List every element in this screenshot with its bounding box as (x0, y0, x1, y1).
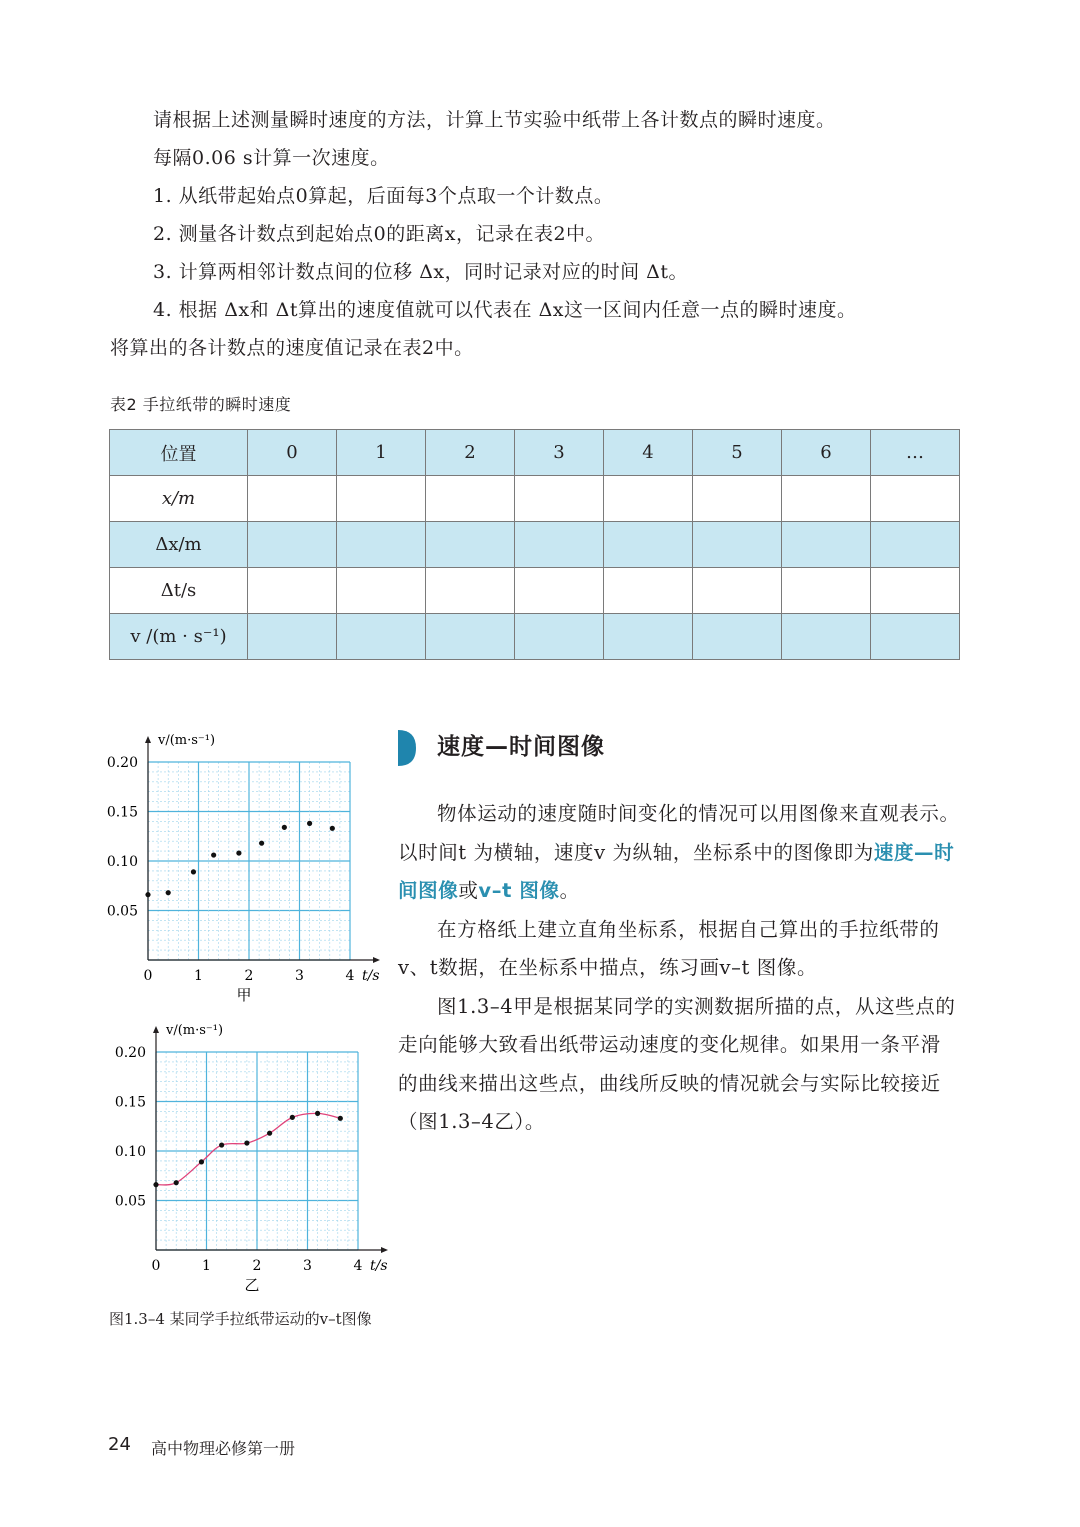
table-cell (693, 522, 782, 568)
data-point (174, 1180, 179, 1185)
table-column-header: 5 (693, 430, 782, 476)
section-paragraph (398, 795, 960, 911)
key-term: 速度—时间图像 (398, 840, 955, 902)
paragraph-text: 或 (458, 879, 479, 902)
y-tick-label: 0.20 (114, 1045, 146, 1061)
table-cell (693, 614, 782, 660)
table-column-header: 3 (515, 430, 604, 476)
table-cell (604, 568, 693, 614)
x-axis-arrow (373, 957, 380, 963)
table-cell (248, 476, 337, 522)
data-point (199, 1159, 204, 1164)
x-axis-label: t/s (362, 968, 380, 984)
table-header-row (110, 430, 960, 476)
y-tick-label: 0.10 (106, 854, 138, 870)
data-point (307, 821, 312, 826)
x-axis-arrow (381, 1247, 388, 1253)
table-cell (871, 614, 960, 660)
table-cell (782, 614, 871, 660)
data-point (267, 1131, 272, 1136)
table-column-header: 0 (248, 430, 337, 476)
table-cell (248, 522, 337, 568)
paragraph-text: 物体运动的速度随时间变化的情况可以用图像来直观表示。以时间t 为横轴，速度v 为纵轴，坐标系中的图像即为 (398, 802, 960, 864)
table-caption: 表2 手拉纸带的瞬时速度 (110, 395, 292, 414)
section-body (398, 795, 960, 1142)
data-point (153, 1182, 158, 1187)
table-cell (248, 568, 337, 614)
chart-sublabel: 乙 (244, 1276, 260, 1294)
data-point (338, 1116, 343, 1121)
y-axis-label: v/(m·s⁻¹) (166, 1023, 224, 1038)
y-axis-arrow (153, 1026, 159, 1033)
table-cell (515, 614, 604, 660)
table-cell (782, 522, 871, 568)
step-4: 4. 根据 Δx和 Δt算出的速度值就可以代表在 Δx这一区间内任意一点的瞬时速度。 (153, 299, 857, 321)
step-3: 3. 计算两相邻计数点间的位移 Δx，同时记录对应的时间 Δt。 (153, 261, 689, 283)
paragraph-text: 。 (559, 879, 580, 902)
x-tick-label: 2 (244, 968, 254, 984)
x-tick-label: 2 (252, 1258, 262, 1274)
x-tick-label: 3 (295, 968, 304, 984)
vt-chart-yi (108, 1012, 398, 1297)
velocity-table (109, 429, 960, 660)
table-cell (871, 476, 960, 522)
page-number: 24 (108, 1434, 131, 1455)
table-row-label: v /(m · s⁻¹) (110, 614, 248, 660)
table-cell (337, 568, 426, 614)
table-cell (604, 522, 693, 568)
data-point (145, 892, 150, 897)
book-title: 高中物理必修第一册 (151, 1439, 296, 1458)
y-axis-label: v/(m·s⁻¹) (158, 733, 216, 748)
table-cell (337, 522, 426, 568)
data-point (330, 826, 335, 831)
table-cell (515, 476, 604, 522)
table-cell (426, 522, 515, 568)
table-cell (426, 614, 515, 660)
section-paragraph: 图1.3–4甲是根据某同学的实测数据所描的点，从这些点的走向能够大致看出纸带运动速度的变化规律。如果用一条平滑的曲线来描出这些点，曲线所反映的情况就会与实际比较接近（图1.3–4乙）。 (398, 994, 956, 1133)
table-row-label: x/m (110, 476, 248, 522)
y-tick-label: 0.05 (106, 903, 138, 920)
key-term: v–t 图像 (478, 879, 560, 902)
x-axis-label: t/s (370, 1258, 388, 1274)
step-4-continued: 将算出的各计数点的速度值记录在表2中。 (110, 337, 474, 359)
data-point (244, 1140, 249, 1145)
section-marker-icon (398, 730, 416, 766)
intro-paragraph: 请根据上述测量瞬时速度的方法，计算上节实验中纸带上各计数点的瞬时速度。 (153, 109, 836, 131)
intro-paragraph: 每隔0.06 s计算一次速度。 (153, 147, 390, 169)
data-point (191, 869, 196, 874)
smooth-curve (156, 1113, 340, 1185)
figure-caption: 图1.3–4 某同学手拉纸带运动的v–t图像 (109, 1310, 372, 1328)
data-point (259, 841, 264, 846)
table-cell (693, 568, 782, 614)
data-point (219, 1142, 224, 1147)
chart-sublabel: 甲 (236, 986, 252, 1004)
y-axis-arrow (145, 736, 151, 743)
step-1: 1. 从纸带起始点0算起，后面每3个点取一个计数点。 (153, 185, 614, 207)
table-cell (515, 522, 604, 568)
x-tick-label: 1 (194, 968, 203, 984)
table-column-header: 4 (604, 430, 693, 476)
table-column-header: 1 (337, 430, 426, 476)
section-title: 速度—时间图像 (437, 734, 605, 760)
table-row-label: Δt/s (110, 568, 248, 614)
table-cell (604, 476, 693, 522)
data-point (211, 852, 216, 857)
table-cell (426, 568, 515, 614)
table-row (110, 476, 960, 522)
x-tick-label: 3 (303, 1258, 312, 1274)
x-tick-label: 4 (353, 1258, 363, 1274)
data-point (315, 1111, 320, 1116)
data-point (166, 890, 171, 895)
table-cell (871, 522, 960, 568)
table-cell (248, 614, 337, 660)
data-point (290, 1115, 295, 1120)
table-cell (693, 476, 782, 522)
table-column-header: 2 (426, 430, 515, 476)
x-tick-label: 0 (151, 1258, 161, 1274)
table-column-header: … (871, 430, 960, 476)
data-point (282, 825, 287, 830)
table-column-header: 6 (782, 430, 871, 476)
table-cell (515, 568, 604, 614)
y-tick-label: 0.20 (106, 755, 138, 771)
table-row-label: Δx/m (110, 522, 248, 568)
table-row (110, 568, 960, 614)
table-cell (337, 476, 426, 522)
table-cell (337, 614, 426, 660)
x-tick-label: 0 (143, 968, 153, 984)
table-row (110, 614, 960, 660)
vt-chart-jia (100, 722, 390, 1007)
table-cell (604, 614, 693, 660)
table-cell (871, 568, 960, 614)
y-tick-label: 0.15 (106, 804, 138, 821)
y-tick-label: 0.10 (114, 1144, 146, 1160)
table-row (110, 522, 960, 568)
data-point (236, 850, 241, 855)
x-tick-label: 1 (202, 1258, 211, 1274)
table-cell (782, 568, 871, 614)
y-tick-label: 0.05 (114, 1193, 146, 1210)
table-cell (782, 476, 871, 522)
x-tick-label: 4 (345, 968, 355, 984)
y-tick-label: 0.15 (114, 1094, 146, 1111)
section-paragraph: 在方格纸上建立直角坐标系，根据自己算出的手拉纸带的v、t数据，在坐标系中描点，练习画v–t 图像。 (398, 917, 940, 979)
step-2: 2. 测量各计数点到起始点0的距离x，记录在表2中。 (153, 223, 606, 245)
table-header-label: 位置 (110, 430, 248, 476)
table-cell (426, 476, 515, 522)
